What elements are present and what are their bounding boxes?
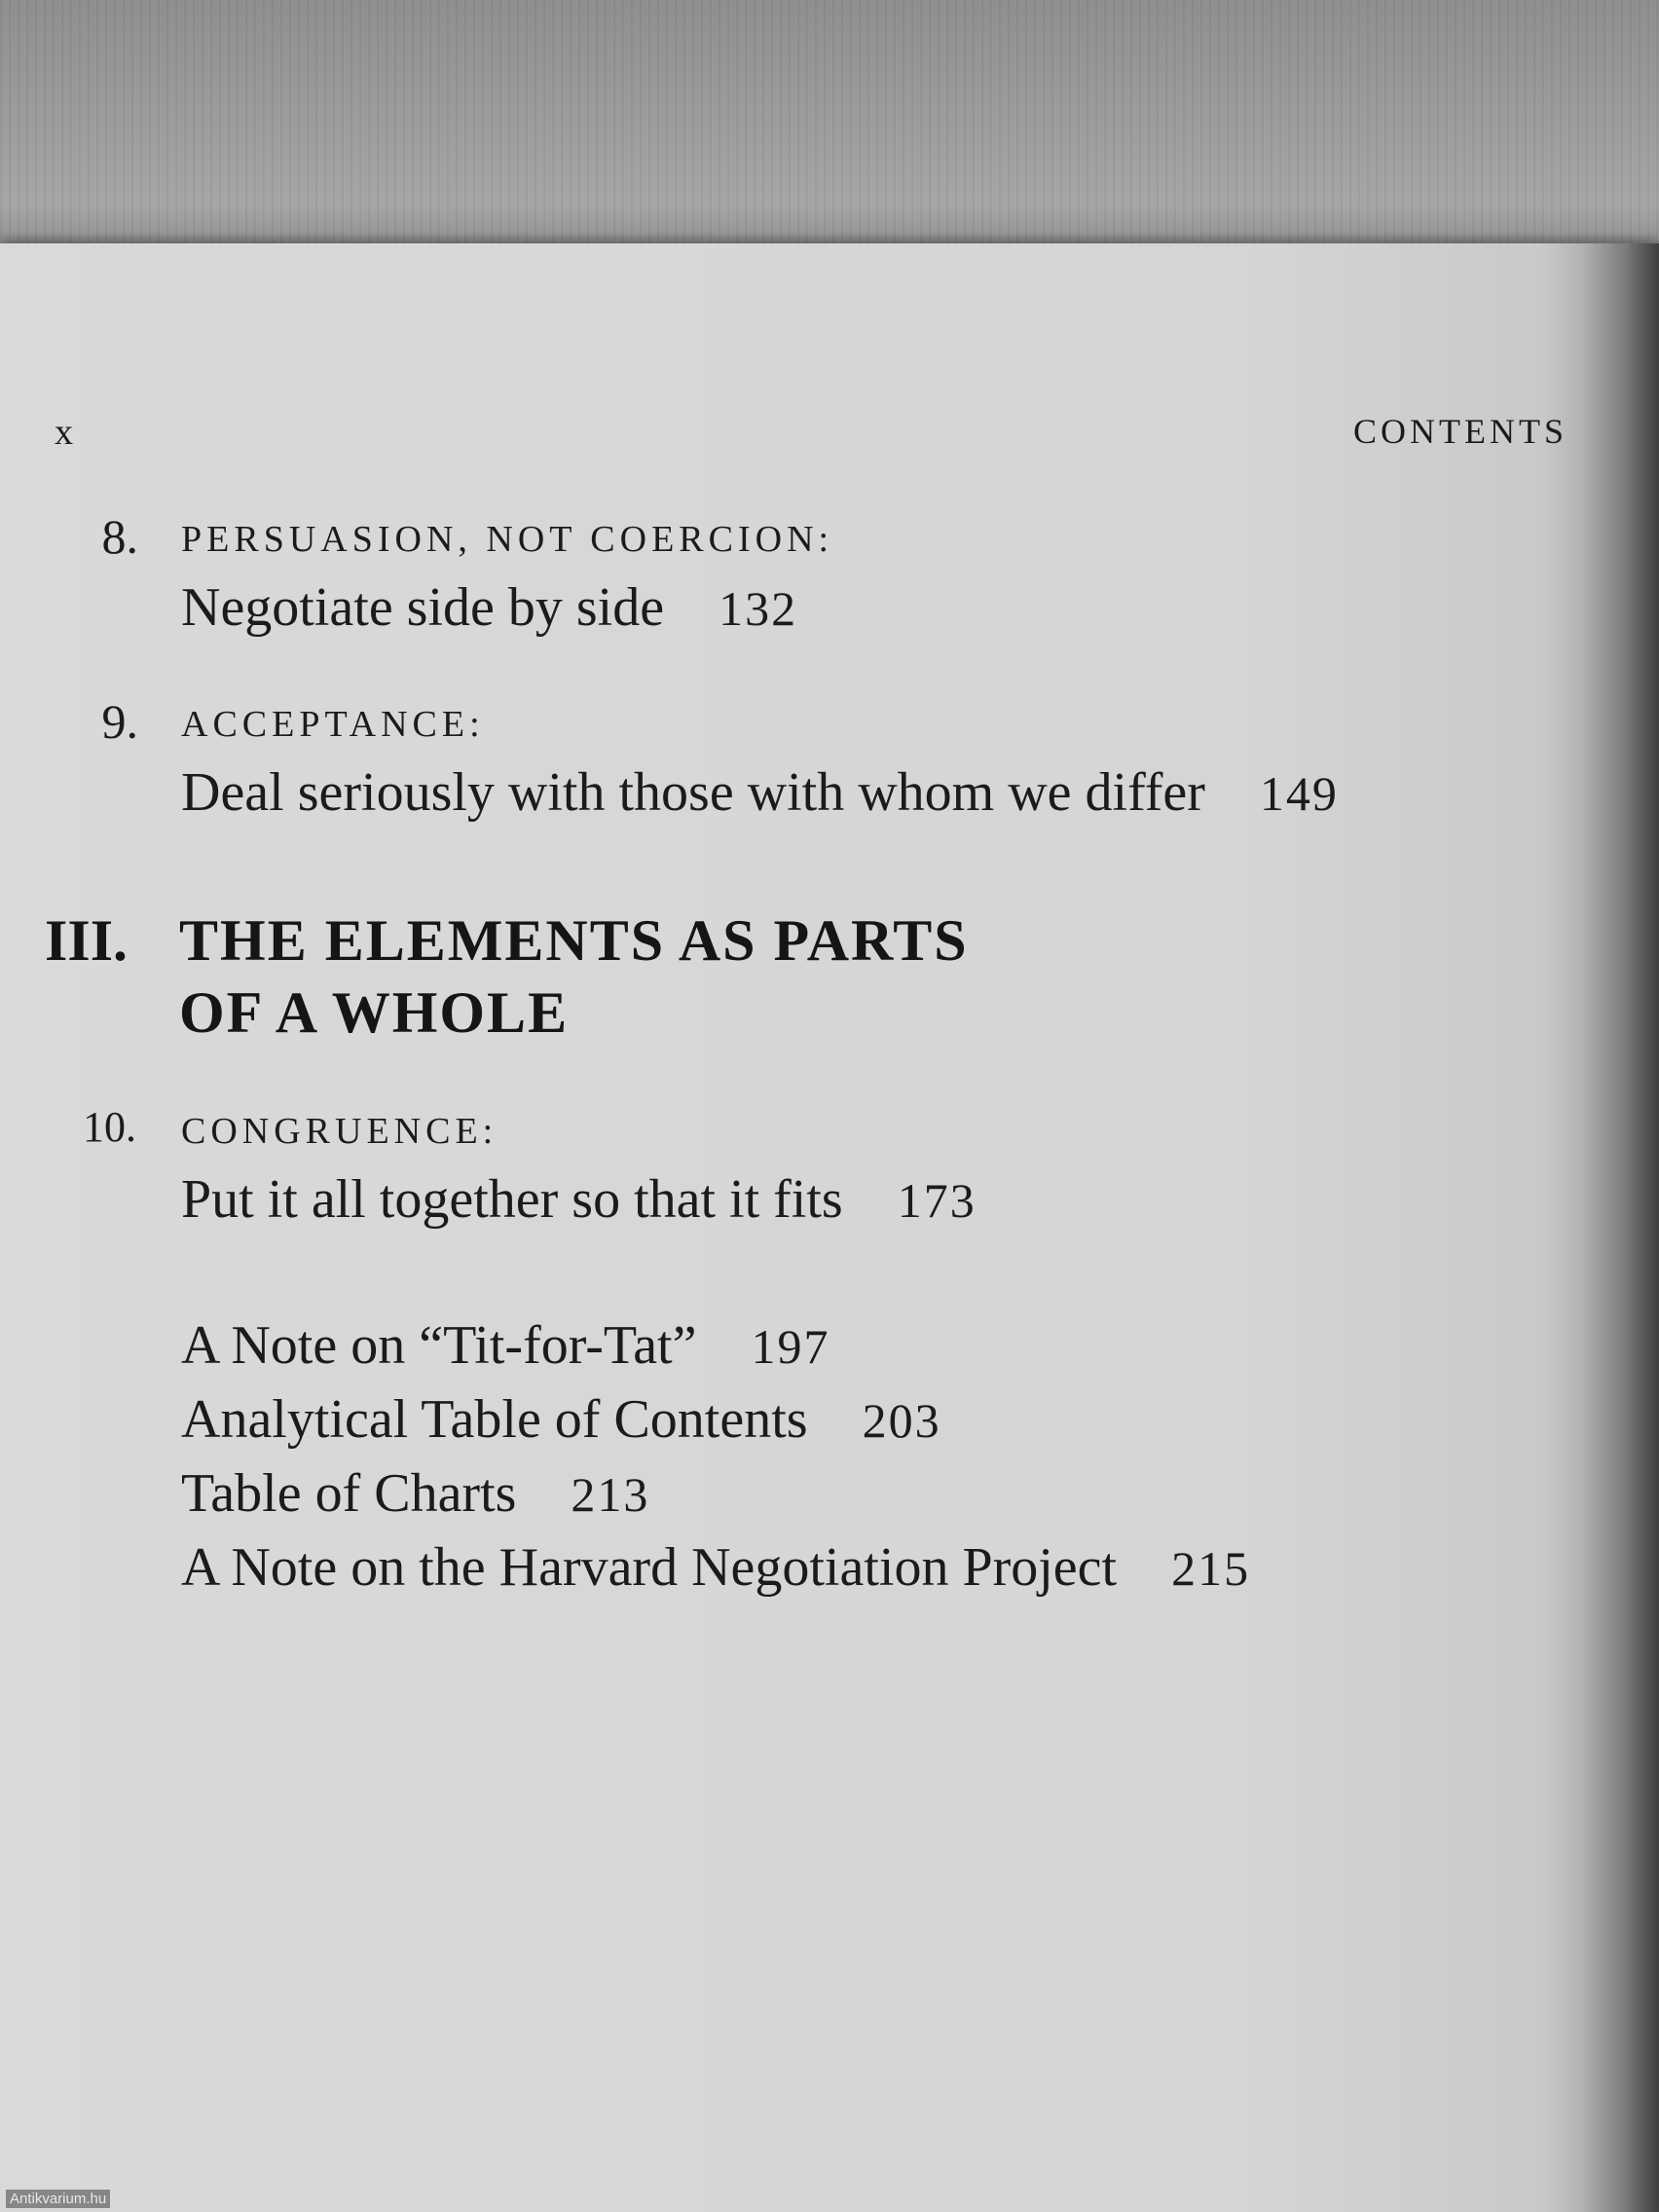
backmatter-item (181, 1462, 649, 1525)
page-gutter-shadow (1581, 243, 1659, 2212)
chapter-subtitle-9 (181, 761, 1339, 824)
part-title-line-2: OF A WHOLE (179, 980, 570, 1045)
chapter-page-9: 149 (1259, 766, 1339, 821)
page-folio: x (55, 412, 74, 453)
part-number: III. (45, 908, 129, 973)
chapter-number-9: 9. (101, 694, 138, 749)
backmatter-page: 215 (1171, 1541, 1251, 1596)
backmatter-title: Analytical Table of Contents (181, 1389, 808, 1450)
backmatter-page: 213 (571, 1467, 650, 1522)
chapter-label-9: ACCEPTANCE: (181, 704, 485, 745)
part-title-line-1: THE ELEMENTS AS PARTS (179, 908, 969, 973)
chapter-subtitle-8 (181, 576, 797, 639)
chapter-label-8: PERSUASION, NOT COERCION: (181, 519, 834, 560)
backmatter-page: 203 (862, 1393, 941, 1448)
chapter-subtitle-text-8: Negotiate side by side (181, 577, 665, 638)
running-head: CONTENTS (1353, 412, 1567, 451)
backmatter-page: 197 (751, 1319, 830, 1374)
chapter-page-8: 132 (719, 581, 798, 636)
backmatter-item (181, 1388, 941, 1451)
backmatter-title: Table of Charts (181, 1463, 517, 1524)
backmatter-item (181, 1536, 1250, 1599)
chapter-label-10: CONGRUENCE: (181, 1111, 498, 1152)
backmatter-title: A Note on “Tit-for-Tat” (181, 1315, 697, 1376)
backmatter-item (181, 1314, 830, 1377)
chapter-page-10: 173 (897, 1173, 977, 1228)
chapter-subtitle-text-9: Deal seriously with those with whom we differ (181, 762, 1205, 823)
chapter-subtitle-10 (181, 1168, 977, 1231)
chapter-number-10: 10. (83, 1103, 136, 1151)
chapter-subtitle-text-10: Put it all together so that it fits (181, 1169, 843, 1230)
chapter-number-8: 8. (101, 509, 138, 564)
watermark: Antikvarium.hu (6, 2190, 110, 2208)
backmatter-title: A Note on the Harvard Negotiation Project (181, 1537, 1118, 1598)
